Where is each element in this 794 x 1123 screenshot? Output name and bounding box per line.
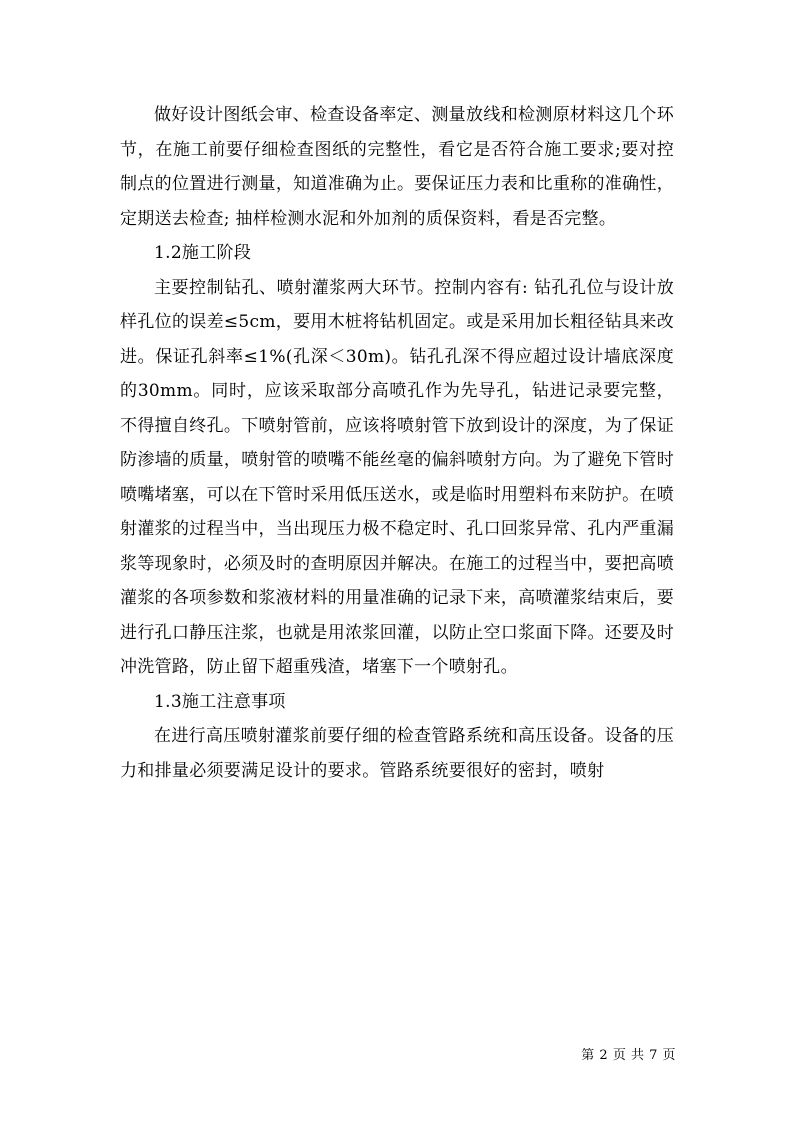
- document-body: [120, 98, 674, 788]
- section-heading-construction-stage: 1.2施工阶段: [154, 243, 252, 263]
- paragraph-precautions: 在进行高压喷射灌浆前要仔细的检查管路系统和高压设备。设备的压力和排量必须要满足设计的要求。管路系统要很好的密封，喷射: [120, 726, 674, 781]
- page-number-footer: 第 2 页 共 7 页: [581, 1048, 676, 1063]
- paragraph-construction-stage: 主要控制钻孔、喷射灌浆两大环节。控制内容有: 钻孔孔位与设计放样孔位的误差≤5cm，要用木桩将钻机固定。或是采用加长粗径钻具来改进。保证孔斜率≤1%(孔深＜30m)。钻孔孔深不得应超过设计墙底深度的30mm。同时，应该采取部分高喷孔作为先导孔，钻进记录要完整，不得擅自终孔。下喷射管前，应该将喷射管下放到设计的深度，为了保证防渗墙的质量，喷射管的喷嘴不能丝毫的偏斜喷射方向。为了避免下管时喷嘴堵塞，可以在下管时采用低压送水，或是临时用塑料布来防护。在喷射灌浆的过程当中，当出现压力极不稳定时、孔口回浆异常、孔内严重漏浆等现象时，必须及时的查明原因并解决。在施工的过程当中，要把高喷灌浆的各项参数和浆液材料的用量准确的记录下来，高喷灌浆结束后，要进行孔口静压注浆，也就是用浓浆回灌，以防止空口浆面下降。还要及时冲洗管路，防止留下超重残渣，堵塞下一个喷射孔。: [120, 277, 674, 677]
- section-heading-precautions: 1.3施工注意事项: [154, 691, 286, 712]
- paragraph-intro: 做好设计图纸会审、检查设备率定、测量放线和检测原材料这几个环节，在施工前要仔细检查图纸的完整性，看它是否符合施工要求;要对控制点的位置进行测量，知道准确为止。要保证压力表和比重称的准确性，定期送去检查; 抽样检测水泥和外加剂的质保资料，看是否完整。: [120, 105, 674, 229]
